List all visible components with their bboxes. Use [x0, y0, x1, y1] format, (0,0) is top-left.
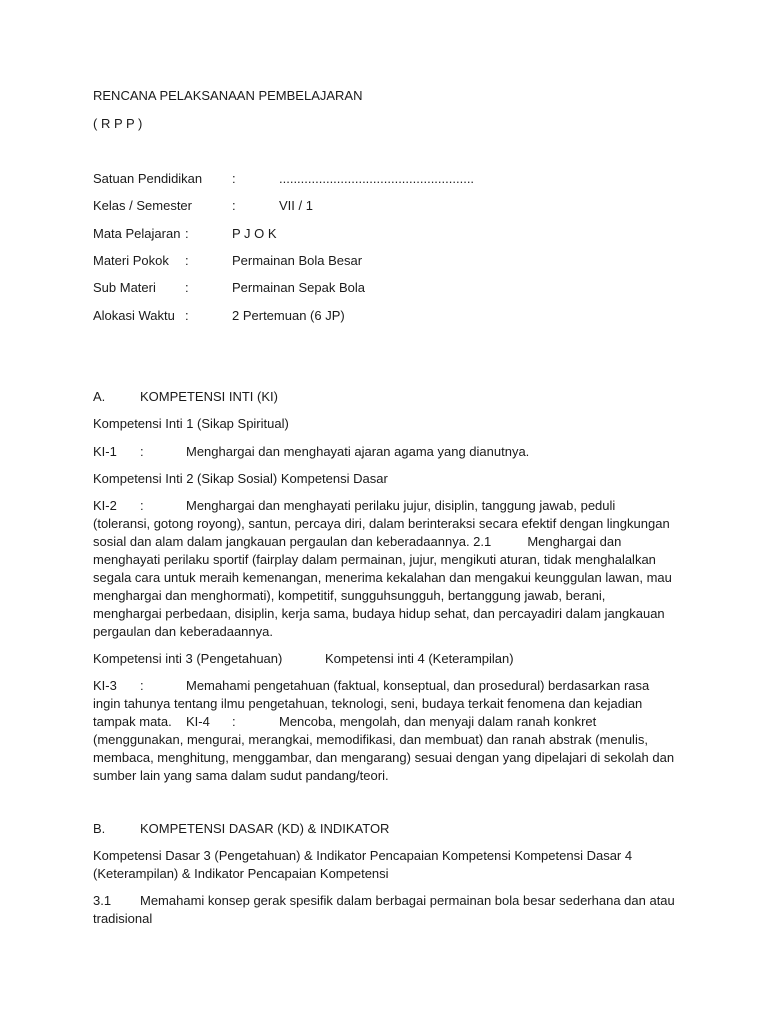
ki4-heading: Kompetensi inti 4 (Keterampilan) — [325, 651, 514, 666]
ki3-first-line: Memahami pengetahuan (faktual, konseptual, dan prosedural) berdasarkan rasa — [186, 678, 650, 693]
ki4-line: sumber lain yang sama dalam sudut pandang/teori. — [93, 768, 389, 783]
section-a-heading: KOMPETENSI INTI (KI) — [140, 389, 278, 404]
satuan-colon: : — [232, 171, 236, 186]
document-title: RENCANA PELAKSANAAN PEMBELAJARAN — [93, 88, 363, 103]
satuan-label: Satuan Pendidikan — [93, 171, 203, 186]
ki1-code: KI-1 — [93, 444, 117, 459]
kd-heading-line: (Keterampilan) & Indikator Pencapaian Kompetensi — [93, 866, 389, 881]
ki3-line: tampak mata. — [93, 714, 172, 729]
sub-materi-value: Permainan Sepak Bola — [232, 280, 365, 295]
mapel-value: P J O K — [232, 226, 277, 241]
ki2-line: menghayati perilaku sportif (fairplay dalam permainan, jujur, mengikuti aturan, tidak menghalalkan — [93, 552, 656, 567]
materi-colon: : — [185, 253, 189, 268]
kd-3-1-text-continued: tradisional — [93, 911, 153, 926]
ki3-line: ingin tahunya tentang ilmu pengetahuan, teknologi, seni, budaya terkait fenomena dan kejadian — [93, 696, 643, 711]
materi-label: Materi Pokok — [93, 253, 169, 268]
ki1-text: Menghargai dan menghayati ajaran agama yang dianutnya. — [186, 444, 530, 459]
ki4-code: KI-4 — [186, 714, 210, 729]
kelas-label: Kelas / Semester — [93, 198, 192, 213]
alokasi-label: Alokasi Waktu — [93, 308, 175, 323]
ki2-line: segala cara untuk meraih kemenangan, menerima kekalahan dan mengakui keunggulan lawan, mau — [93, 570, 672, 585]
ki2-line: menghargai perbedaan, disiplin, kerja sama, budaya hidup sehat, dan percayadiri dalam jangkauan — [93, 606, 665, 621]
ki1-heading: Kompetensi Inti 1 (Sikap Spiritual) — [93, 416, 289, 431]
ki2-line: menghargai dan menghormati), kompetitif, sungguhsungguh, bertanggung jawab, berani, — [93, 588, 606, 603]
ki2-heading: Kompetensi Inti 2 (Sikap Sosial) Kompetensi Dasar — [93, 471, 388, 486]
satuan-value: ...................................................... — [279, 171, 475, 186]
section-a-letter: A. — [93, 389, 106, 404]
kelas-colon: : — [232, 198, 236, 213]
mapel-colon: : — [185, 226, 189, 241]
section-b-letter: B. — [93, 821, 106, 836]
section-b-heading: KOMPETENSI DASAR (KD) & INDIKATOR — [140, 821, 390, 836]
ki2-line: sosial dan alam dalam jangkauan pergaulan dan keberadaannya. 2.1 Menghargai dan — [93, 534, 622, 549]
ki4-line: membaca, menghitung, menggambar, dan mengarang) sesuai dengan yang dipelajari di sekolah dan — [93, 750, 675, 765]
kd-3-1-number: 3.1 — [93, 893, 112, 908]
kelas-value: VII / 1 — [279, 198, 313, 213]
mapel-label: Mata Pelajaran — [93, 226, 181, 241]
ki4-line: (menggunakan, mengurai, merangkai, memodifikasi, dan membuat) dan ranah abstrak (menulis, — [93, 732, 648, 747]
ki1-colon: : — [140, 444, 144, 459]
kd-heading-line: Kompetensi Dasar 3 (Pengetahuan) & Indikator Pencapaian Kompetensi Kompetensi Dasar 4 — [93, 848, 633, 863]
ki4-colon: : — [232, 714, 236, 729]
ki3-code: KI-3 — [93, 678, 117, 693]
ki3-colon: : — [140, 678, 144, 693]
alokasi-colon: : — [185, 308, 189, 323]
document-subtitle: ( R P P ) — [93, 116, 143, 131]
sub-materi-colon: : — [185, 280, 189, 295]
ki2-code: KI-2 — [93, 498, 117, 513]
ki2-line: pergaulan dan keberadaannya. — [93, 624, 273, 639]
sub-materi-label: Sub Materi — [93, 280, 156, 295]
ki4-first-line: Mencoba, mengolah, dan menyaji dalam ranah konkret — [279, 714, 597, 729]
ki2-line: (toleransi, gotong royong), santun, percaya diri, dalam berinteraksi secara efektif dengan lingkungan — [93, 516, 670, 531]
kd-3-1-text: Memahami konsep gerak spesifik dalam berbagai permainan bola besar sederhana dan atau — [140, 893, 675, 908]
materi-value: Permainan Bola Besar — [232, 253, 363, 268]
alokasi-value: 2 Pertemuan (6 JP) — [232, 308, 345, 323]
ki2-colon: : — [140, 498, 144, 513]
ki2-first-line: Menghargai dan menghayati perilaku jujur, disiplin, tanggung jawab, peduli — [186, 498, 616, 513]
ki3-heading: Kompetensi inti 3 (Pengetahuan) — [93, 651, 283, 666]
